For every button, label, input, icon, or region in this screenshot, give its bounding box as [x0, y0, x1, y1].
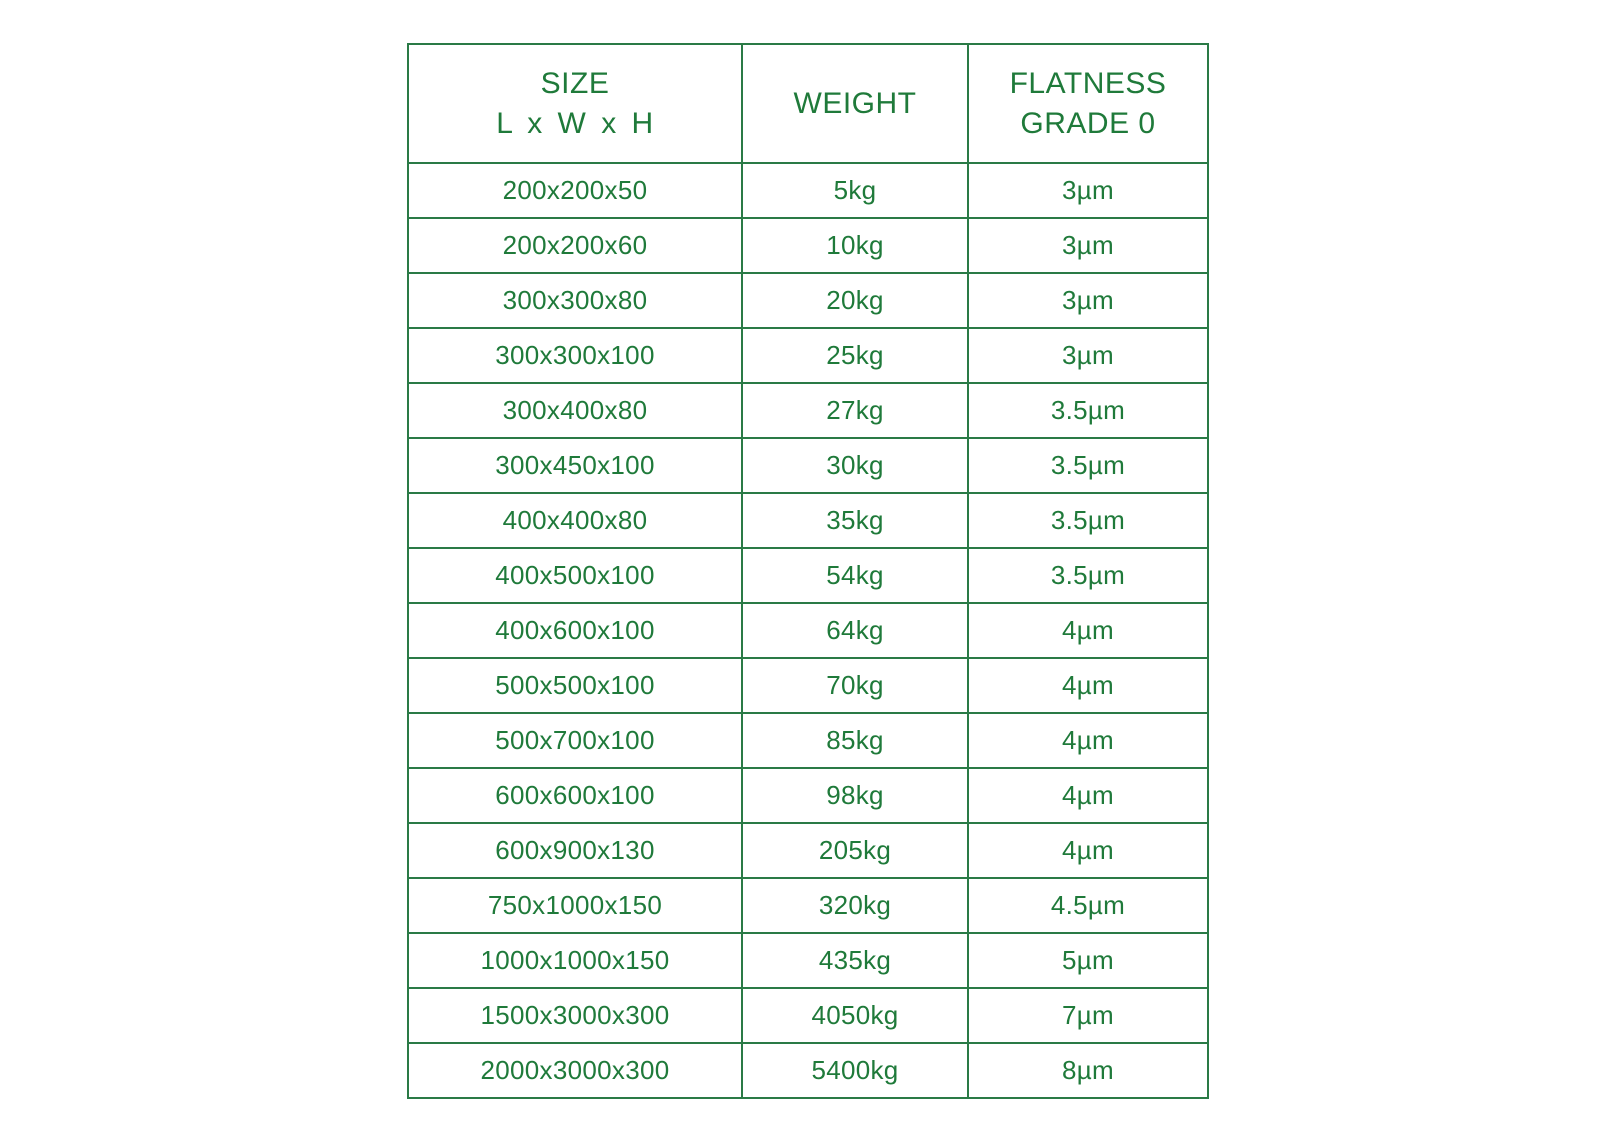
cell-size: 1500x3000x300	[408, 988, 742, 1043]
header-row	[408, 44, 1208, 163]
table-row	[408, 823, 1208, 878]
cell-weight: 5kg	[742, 163, 968, 218]
cell-size: 1000x1000x150	[408, 933, 742, 988]
cell-weight: 10kg	[742, 218, 968, 273]
table-row	[408, 438, 1208, 493]
cell-size: 400x400x80	[408, 493, 742, 548]
table-row	[408, 218, 1208, 273]
table-row	[408, 933, 1208, 988]
cell-size: 600x900x130	[408, 823, 742, 878]
cell-flatness: 3.5µm	[968, 548, 1208, 603]
header-weight-title: WEIGHT	[793, 86, 917, 120]
table-row	[408, 878, 1208, 933]
cell-size: 400x600x100	[408, 603, 742, 658]
cell-size: 750x1000x150	[408, 878, 742, 933]
cell-flatness: 3µm	[968, 273, 1208, 328]
table-row	[408, 1043, 1208, 1098]
cell-flatness: 4µm	[968, 658, 1208, 713]
cell-weight: 205kg	[742, 823, 968, 878]
table-row	[408, 493, 1208, 548]
cell-size: 200x200x60	[408, 218, 742, 273]
cell-weight: 70kg	[742, 658, 968, 713]
cell-weight: 25kg	[742, 328, 968, 383]
header-weight	[742, 44, 968, 163]
cell-flatness: 8µm	[968, 1043, 1208, 1098]
cell-flatness: 4µm	[968, 603, 1208, 658]
cell-size: 2000x3000x300	[408, 1043, 742, 1098]
cell-size: 500x700x100	[408, 713, 742, 768]
cell-flatness: 5µm	[968, 933, 1208, 988]
table-row	[408, 713, 1208, 768]
header-flatness-grade: GRADE 0	[1020, 106, 1156, 140]
cell-weight: 4050kg	[742, 988, 968, 1043]
cell-size: 600x600x100	[408, 768, 742, 823]
cell-weight: 64kg	[742, 603, 968, 658]
cell-weight: 30kg	[742, 438, 968, 493]
cell-weight: 27kg	[742, 383, 968, 438]
table-row	[408, 768, 1208, 823]
cell-size: 400x500x100	[408, 548, 742, 603]
cell-weight: 435kg	[742, 933, 968, 988]
cell-size: 500x500x100	[408, 658, 742, 713]
table-row	[408, 658, 1208, 713]
header-flatness	[968, 44, 1208, 163]
cell-size: 300x450x100	[408, 438, 742, 493]
header-size-dimensions: L x W x H	[496, 106, 654, 140]
cell-flatness: 4µm	[968, 823, 1208, 878]
header-flatness-title: FLATNESS	[1009, 66, 1167, 100]
cell-size: 300x400x80	[408, 383, 742, 438]
cell-flatness: 3µm	[968, 218, 1208, 273]
cell-weight: 98kg	[742, 768, 968, 823]
table-row	[408, 273, 1208, 328]
cell-flatness: 4µm	[968, 713, 1208, 768]
table-row	[408, 548, 1208, 603]
cell-weight: 35kg	[742, 493, 968, 548]
cell-flatness: 7µm	[968, 988, 1208, 1043]
cell-weight: 85kg	[742, 713, 968, 768]
cell-weight: 54kg	[742, 548, 968, 603]
header-size-title: SIZE	[540, 66, 610, 100]
cell-size: 300x300x100	[408, 328, 742, 383]
table-row	[408, 603, 1208, 658]
cell-weight: 320kg	[742, 878, 968, 933]
table-row	[408, 328, 1208, 383]
cell-size: 200x200x50	[408, 163, 742, 218]
cell-flatness: 3.5µm	[968, 438, 1208, 493]
header-size	[408, 44, 742, 163]
table-row	[408, 988, 1208, 1043]
cell-flatness: 3.5µm	[968, 383, 1208, 438]
cell-weight: 20kg	[742, 273, 968, 328]
cell-size: 300x300x80	[408, 273, 742, 328]
cell-weight: 5400kg	[742, 1043, 968, 1098]
spec-table	[407, 43, 1209, 1099]
table-row	[408, 383, 1208, 438]
cell-flatness: 4.5µm	[968, 878, 1208, 933]
cell-flatness: 3µm	[968, 328, 1208, 383]
table-row	[408, 163, 1208, 218]
cell-flatness: 3.5µm	[968, 493, 1208, 548]
cell-flatness: 4µm	[968, 768, 1208, 823]
cell-flatness: 3µm	[968, 163, 1208, 218]
